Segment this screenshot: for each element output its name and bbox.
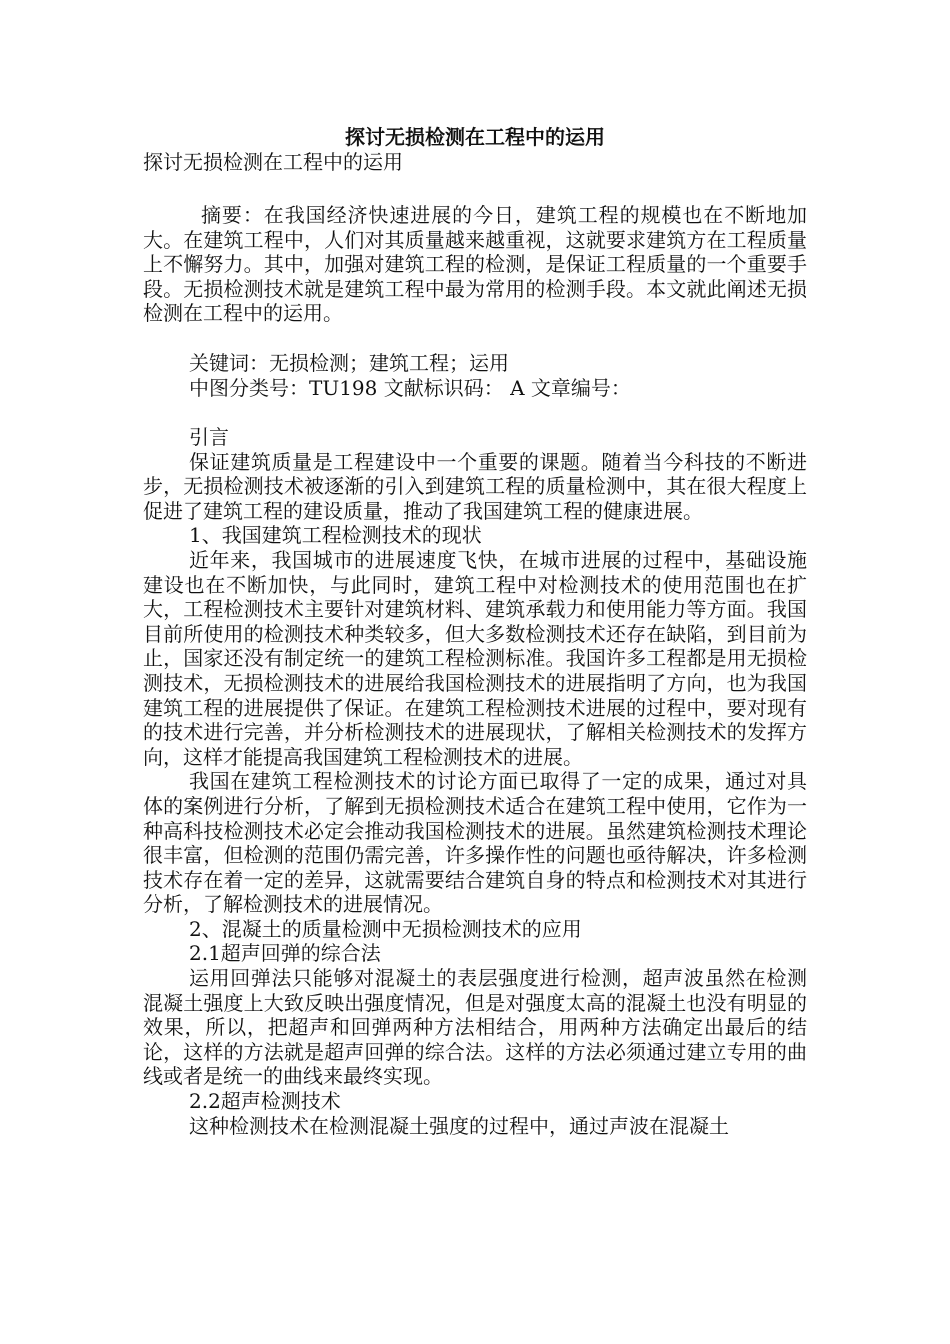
section2-2-heading: 2.2超声检测技术 xyxy=(189,1089,341,1114)
section2-1-heading: 2.1超声回弹的综合法 xyxy=(189,941,381,966)
section1-paragraph-2: 我国在建筑工程检测技术的讨论方面已取得了一定的成果，通过对具体的案例进行分析，了解到无损检测技术适合在建筑工程中使用，它作为一种高科技检测技术必定会推动我国检测技术的进展。虽然建筑检测技术理论很丰富，但检测的范围仍需完善，许多操作性的问题也亟待解决，许多检测技术存在着一定的差异，这就需要结合建筑自身的特点和检测技术对其进行分析，了解检测技术的进展情况。 xyxy=(143,769,807,917)
main-body xyxy=(143,425,807,1138)
section1-paragraph-1: 近年来，我国城市的进展速度飞快，在城市进展的过程中，基础设施建设也在不断加快，与此同时，建筑工程中对检测技术的使用范围也在扩大，工程检测技术主要针对建筑材料、建筑承载力和使用能力等方面。我国目前所使用的检测技术种类较多，但大多数检测技术还存在缺陷，到目前为止，国家还没有制定统一的建筑工程检测标准。我国许多工程都是用无损检测技术，无损检测技术的进展给我国检测技术的进展指明了方向，也为我国建筑工程的进展提供了保证。在建筑工程检测技术进展的过程中，要对现有的技术进行完善，并分析检测技术的进展现状，了解相关检测技术的发挥方向，这样才能提高我国建筑工程检测技术的进展。 xyxy=(143,547,807,769)
section2-1-paragraph: 运用回弹法只能够对混凝土的表层强度进行检测，超声波虽然在检测混凝土强度上大致反映出强度情况，但是对强度太高的混凝土也没有明显的效果，所以，把超声和回弹两种方法相结合，用两种方法确定出最后的结论，这样的方法就是超声回弹的综合法。这样的方法必须通过建立专用的曲线或者是统一的曲线来最终实现。 xyxy=(143,966,807,1089)
abstract-text: 摘要：在我国经济快速进展的今日，建筑工程的规模也在不断地加大。在建筑工程中，人们对其质量越来越重视，这就要求建筑方在工程质量上不懈努力。其中，加强对建筑工程的检测，是保证工程质量的一个重要手段。无损检测技术就是建筑工程中最为常用的检测手段。本文就此阐述无损检测在工程中的运用。 xyxy=(143,203,807,326)
section2-heading: 2、混凝土的质量检测中无损检测技术的应用 xyxy=(189,916,582,941)
document-subtitle: 探讨无损检测在工程中的运用 xyxy=(143,150,403,174)
abstract-section xyxy=(143,203,807,326)
document-title: 探讨无损检测在工程中的运用 xyxy=(345,125,605,149)
section1-heading: 1、我国建筑工程检测技术的现状 xyxy=(189,523,482,548)
section2-2-paragraph: 这种检测技术在检测混凝土强度的过程中，通过声波在混凝土 xyxy=(189,1113,729,1138)
keywords-line: 关键词：无损检测；建筑工程；运用 xyxy=(189,351,509,375)
classification-line: 中图分类号：TU198 文献标识码： A 文章编号： xyxy=(189,375,631,400)
keywords-section xyxy=(143,351,807,400)
intro-paragraph: 保证建筑质量是工程建设中一个重要的课题。随着当今科技的不断进步，无损检测技术被逐渐的引入到建筑工程的质量检测中，其在很大程度上促进了建筑工程的建设质量，推动了我国建筑工程的健康进展。 xyxy=(143,449,807,523)
intro-heading: 引言 xyxy=(189,425,229,449)
